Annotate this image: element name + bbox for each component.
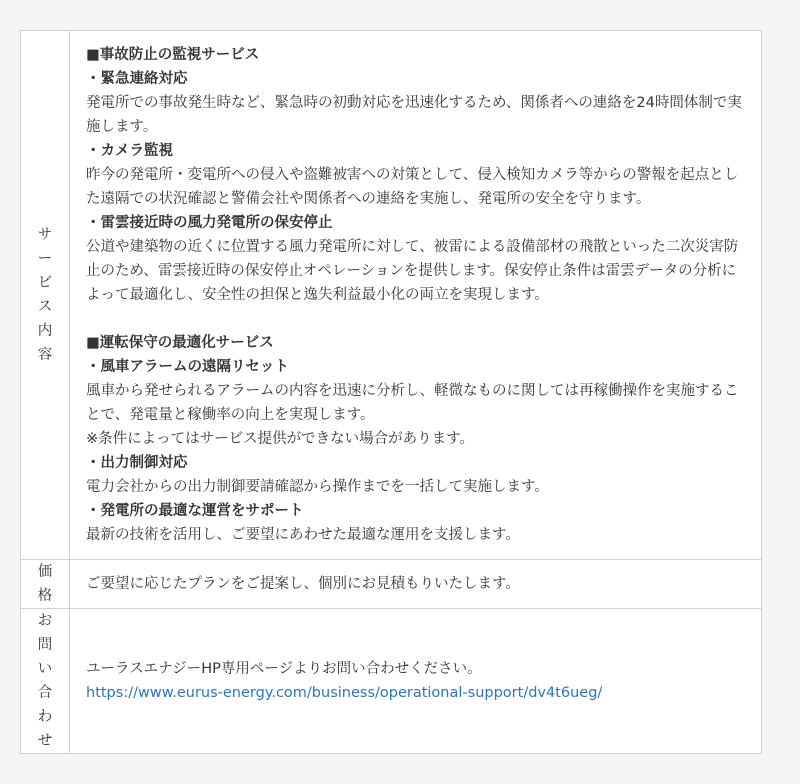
contact-label: お問い合わせ <box>37 613 53 749</box>
bottom-band <box>0 754 800 784</box>
service-paragraph: 発電所での事故発生時など、緊急時の初動対応を迅速化するため、関係者への連絡を24時間体制で実施します。 <box>86 95 742 135</box>
contact-link[interactable]: https://www.eurus-energy.com/business/operational-support/dv4t6ueg/ <box>86 685 603 701</box>
contact-row <box>21 609 762 754</box>
top-band <box>0 0 800 30</box>
service-spacer <box>86 307 745 331</box>
service-paragraph: 昨今の発電所・変電所への侵入や盗難被害への対策として、侵入検知カメラ等からの警報を起点とした遠隔での状況確認と警備会社や関係者への連絡を実施し、発電所の安全を守ります。 <box>86 167 739 207</box>
service-paragraph: ※条件によってはサービス提供ができない場合があります。 <box>86 431 474 447</box>
price-label: 価格 <box>37 564 53 604</box>
contact-label-cell <box>21 609 70 754</box>
service-paragraph: 公道や建築物の近くに位置する風力発電所に対して、被雷による設備部材の飛散といった二次災害防止のため、雷雲接近時の保安停止オペレーションを提供します。保安停止条件は雷雲データの分析によって最適化し、安全性の担保と逸失利益最小化の両立を実現します。 <box>86 239 739 303</box>
price-content-cell <box>70 560 762 609</box>
service-content-cell <box>70 31 762 560</box>
service-heading: ・緊急連絡対応 <box>86 71 188 87</box>
service-heading: ■事故防止の監視サービス <box>86 47 260 63</box>
service-heading: ・発電所の最適な運営をサポート <box>86 503 304 519</box>
service-heading: ・風車アラームの遠隔リセット <box>86 359 289 375</box>
service-heading: ・カメラ監視 <box>86 143 173 159</box>
contact-content-cell <box>70 609 762 754</box>
contact-text: ユーラスエナジーHP専用ページよりお問い合わせください。 <box>86 661 482 677</box>
service-heading: ■運転保守の最適化サービス <box>86 335 274 351</box>
service-content <box>86 43 745 547</box>
price-row <box>21 560 762 609</box>
price-text: ご要望に応じたプランをご提案し、個別にお見積もりいたします。 <box>86 576 520 592</box>
price-label-cell <box>21 560 70 609</box>
service-paragraph: 最新の技術を活用し、ご要望にあわせた最適な運用を支援します。 <box>86 527 520 543</box>
service-label: サービス内容 <box>37 227 53 363</box>
info-table <box>20 30 762 754</box>
service-heading: ・雷雲接近時の風力発電所の保安停止 <box>86 215 333 231</box>
service-label-cell <box>21 31 70 560</box>
service-heading: ・出力制御対応 <box>86 455 188 471</box>
service-row <box>21 31 762 560</box>
service-paragraph: 電力会社からの出力制御要請確認から操作までを一括して実施します。 <box>86 479 549 495</box>
service-paragraph: 風車から発せられるアラームの内容を迅速に分析し、軽微なものに関しては再稼働操作を実施することで、発電量と稼働率の向上を実現します。 <box>86 383 739 423</box>
